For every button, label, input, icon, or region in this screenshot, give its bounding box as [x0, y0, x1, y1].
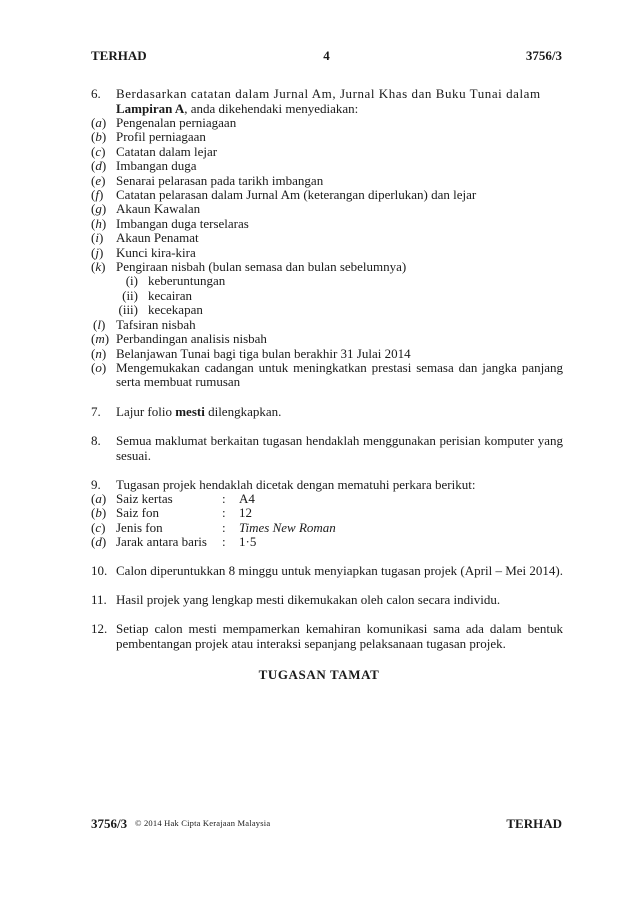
spec-label: (d): [91, 533, 107, 549]
roman-label: (iii): [118, 302, 138, 318]
spacer: [91, 419, 563, 433]
footer-paper-code: 3756/3: [91, 816, 128, 831]
roman-subitem: [91, 289, 563, 303]
subitem: [91, 361, 563, 390]
spec-value: Times New Roman: [239, 519, 336, 535]
subitem-letter: k: [95, 259, 102, 275]
subitem-letter: f: [95, 187, 99, 203]
subitem: [91, 159, 563, 173]
item-text: Setiap calon mesti mempamerkan kemahiran komunikasi sama ada dalam bentuk pembentangan projek atau interaksi sepanjang pelaksanaan tugasan projek.: [116, 621, 563, 652]
item-text-post: dilengkapkan.: [204, 403, 282, 419]
subitem-letter: b: [95, 129, 102, 145]
spec-key: Saiz fon: [116, 505, 159, 521]
spec-key: Jenis fon: [116, 519, 163, 535]
subitem-label: (d): [91, 158, 107, 174]
subitem: [91, 145, 563, 159]
instruction-10: [91, 563, 563, 578]
subitem-text: Akaun Kawalan: [116, 201, 201, 217]
item-number: 10.: [91, 563, 108, 579]
spacer: [91, 549, 563, 563]
subitem-text: Kunci kira-kira: [116, 244, 196, 260]
instructions-body: [91, 86, 563, 651]
subitem: [91, 130, 563, 144]
print-spec: [91, 535, 563, 549]
subitem-letter: j: [95, 244, 99, 260]
subitem-letter: e: [95, 172, 102, 188]
header-page-number: 4: [323, 48, 330, 63]
roman-subitem: [91, 303, 563, 317]
print-spec: [91, 506, 563, 520]
subitem-label: (h): [91, 215, 107, 231]
roman-label: (i): [125, 273, 138, 289]
roman-subitem: [91, 274, 563, 288]
spec-value: A4: [239, 490, 255, 506]
subitem: [91, 246, 563, 260]
emphasis-word: mesti: [175, 403, 205, 419]
item-text: [116, 404, 563, 419]
print-spec-list: [91, 492, 563, 550]
roman-text: kecekapan: [148, 302, 203, 318]
subitem-letter: g: [95, 201, 102, 217]
subitem-label: (k): [91, 259, 106, 275]
subitem-text: Imbangan duga terselaras: [116, 215, 249, 231]
instruction-12: [91, 621, 563, 651]
subitem-label: (f): [91, 187, 104, 203]
subitem: [91, 347, 563, 361]
roman-label: (ii): [122, 287, 138, 303]
subitem-letter: o: [95, 359, 102, 375]
subitem-text: Pengiraan nisbah (bulan semasa dan bulan sebelumnya): [116, 259, 407, 275]
appendix-reference: Lampiran A: [116, 101, 185, 116]
print-spec: [91, 521, 563, 535]
subitem-letter: d: [95, 158, 102, 174]
item-text-pre: Lajur folio: [116, 403, 176, 419]
subitem-letter: i: [95, 230, 99, 246]
subitem-letter: c: [95, 143, 102, 159]
subitem: [91, 188, 563, 202]
spacer: [91, 390, 563, 404]
subitem-letter: h: [95, 215, 102, 231]
subitem: [91, 318, 563, 332]
subitem: [91, 202, 563, 216]
spacer: [91, 463, 563, 477]
spec-colon: :: [222, 519, 226, 535]
spec-value: 12: [239, 505, 252, 521]
subitem-letter: a: [95, 115, 102, 130]
subitem-label: (e): [91, 172, 106, 188]
subitem: [91, 174, 563, 188]
subitem-label: (l): [93, 316, 106, 332]
subitem-text: Perbandingan analisis nisbah: [116, 331, 267, 347]
subitem-text: Belanjawan Tunai bagi tiga bulan berakhir 31 Julai 2014: [116, 345, 411, 361]
subitem-text: Profil perniagaan: [116, 129, 206, 145]
spec-key: Jarak antara baris: [116, 533, 207, 549]
item-number: 12.: [91, 621, 108, 637]
subitem: [91, 332, 563, 346]
spec-label: (c): [91, 519, 106, 535]
item-text: [116, 86, 563, 116]
subitem-label: (i): [91, 230, 104, 246]
page-header: [91, 48, 562, 64]
subitem-text: Akaun Penamat: [116, 230, 199, 246]
instruction-8: [91, 433, 563, 463]
instruction-9: [91, 477, 563, 492]
roman-text: keberuntungan: [148, 273, 226, 289]
subitem-letter: a: [95, 490, 102, 506]
subitem-text: Senarai pelarasan pada tarikh imbangan: [116, 172, 324, 188]
spacer: [91, 607, 563, 621]
subitem: [91, 116, 563, 130]
item-text: Semua maklumat berkaitan tugasan hendaklah menggunakan perisian komputer yang sesuai.: [116, 432, 563, 463]
item-number: 8.: [91, 432, 101, 448]
spec-colon: :: [222, 490, 226, 506]
header-classification: TERHAD: [91, 48, 147, 63]
print-spec: [91, 492, 563, 506]
subitem-label: (a): [91, 115, 107, 130]
spec-key: Saiz kertas: [116, 490, 173, 506]
subitem: [91, 231, 563, 245]
spec-colon: :: [222, 505, 226, 521]
header-paper-code: 3756/3: [525, 48, 562, 63]
spec-colon: :: [222, 533, 226, 549]
item-number: 11.: [91, 592, 107, 608]
footer-copyright: © 2014 Hak Cipta Kerajaan Malaysia: [135, 818, 271, 828]
subitem-letter: l: [97, 316, 101, 332]
subitem-text: Tafsiran nisbah: [116, 316, 196, 332]
subitem-label: (m): [91, 331, 110, 347]
item-number: 7.: [91, 403, 101, 419]
spec-label: (b): [91, 505, 107, 521]
subitem-label: (c): [91, 143, 106, 159]
subitem-label: (o): [91, 359, 107, 375]
spacer: [91, 578, 563, 592]
instruction-6: [91, 86, 563, 116]
spec-value: 1·5: [239, 533, 257, 549]
roman-text: kecairan: [148, 287, 193, 303]
subitem-text: Catatan dalam lejar: [116, 143, 218, 159]
item-text: Hasil projek yang lengkap mesti dikemukakan oleh calon secara individu.: [116, 592, 501, 608]
subitem-letter: m: [95, 331, 105, 347]
footer-classification: TERHAD: [506, 816, 562, 831]
subitem-letter: b: [95, 505, 102, 521]
subitem-label: (b): [91, 129, 107, 145]
subitem: [91, 217, 563, 231]
subitem: [91, 260, 563, 274]
instruction-11: [91, 592, 563, 607]
subitem-text: Pengenalan perniagaan: [116, 115, 237, 130]
instruction-7: [91, 404, 563, 419]
subitem-text: Mengemukakan cadangan untuk meningkatkan prestasi semasa dan jangka panjang serta membuat rumusan: [116, 359, 563, 390]
spec-label: (a): [91, 490, 107, 506]
subitem-letter: n: [95, 345, 102, 361]
item-text-line: Berdasarkan catatan dalam Jurnal Am, Jurnal Khas dan Buku Tunai dalam: [116, 86, 541, 101]
subitem-letter: c: [95, 519, 102, 535]
subitem-label: (j): [91, 244, 104, 260]
item-number: 6.: [91, 86, 101, 101]
subitem-label: (n): [91, 345, 107, 361]
subitem-letter: d: [95, 533, 102, 549]
item-text-rest: , anda dikehendaki menyediakan:: [184, 101, 359, 116]
subitem-label: (g): [91, 201, 107, 217]
item-text: Calon diperuntukkan 8 minggu untuk menyiapkan tugasan projek (April – Mei 2014).: [116, 563, 563, 579]
subitem-text: Imbangan duga: [116, 158, 197, 174]
item-number: 9.: [91, 476, 101, 492]
subitem-list: [91, 116, 563, 390]
end-of-task-heading: TUGASAN TAMAT: [258, 667, 380, 682]
subitem-text: Catatan pelarasan dalam Jurnal Am (keterangan diperlukan) dan lejar: [116, 187, 477, 203]
item-text: Tugasan projek hendaklah dicetak dengan mematuhi perkara berikut:: [116, 476, 476, 492]
page-footer: [91, 816, 562, 832]
